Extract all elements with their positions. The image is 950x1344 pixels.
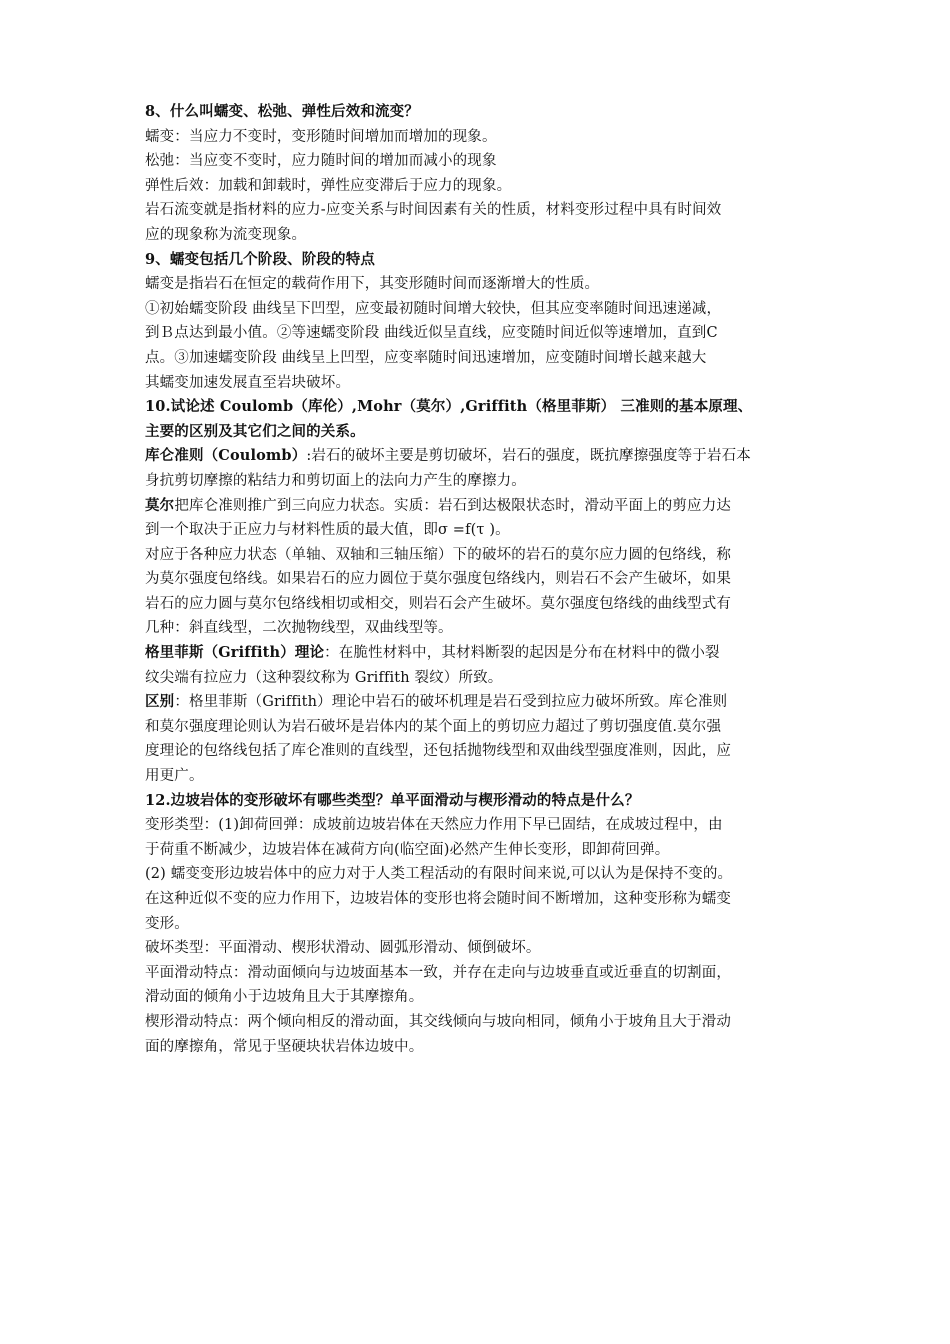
text-line: [145, 666, 815, 691]
line-text: :岩石的破坏主要是剪切破坏，岩石的强度，既抗摩擦强度等于岩石本: [306, 448, 751, 465]
line-text: 滑动面的倾角小于边坡角且大于其摩擦角。: [145, 989, 424, 1006]
line-text: 和莫尔强度理论则认为岩石破坏是岩体内的某个面上的剪切应力超过了剪切强度值.莫尔强: [145, 718, 722, 735]
text-line: [145, 764, 815, 789]
bold-term: 格里菲斯（Griffith）理论: [145, 644, 325, 662]
line-text: 几种：斜直线型，二次抛物线型，双曲线型等。: [145, 620, 453, 637]
text-line: [145, 936, 815, 961]
bold-term: 区别: [145, 693, 175, 711]
line-text: 到一个取决于正应力与材料性质的最大值，即σ =f(τ )。: [145, 522, 510, 539]
section-heading: [145, 248, 815, 273]
text-line: [145, 838, 815, 863]
line-text: 在这种近似不变的应力作用下，边坡岩体的变形也将会随时间不断增加，这种变形称为蠕变: [145, 891, 731, 907]
line-text: 点。③加速蠕变阶段 曲线呈上凹型，应变率随时间迅速增加，应变随时间增长越来越大: [145, 349, 707, 366]
line-text: ：在脆性材料中，其材料断裂的起因是分布在材料中的微小裂: [324, 645, 720, 662]
line-text: 到Ｂ点达到最小值。②等速蠕变阶段 曲线近似呈直线，应变随时间近似等速增加，直到C: [145, 325, 718, 342]
section-heading: [145, 789, 815, 814]
line-text: 用更广。: [145, 768, 204, 785]
line-text: 12.边坡岩体的变形破坏有哪些类型？单平面滑动与楔形滑动的特点是什么？: [145, 791, 640, 809]
document-body: [145, 100, 815, 1059]
line-text: 9、蠕变包括几个阶段、阶段的特点: [145, 250, 375, 268]
line-text: 为莫尔强度包络线。如果岩石的应力圆位于莫尔强度包络线内，则岩石不会产生破坏，如果: [145, 571, 731, 588]
line-text: 破坏类型：平面滑动、楔形状滑动、圆弧形滑动、倾倒破坏。: [145, 940, 541, 957]
line-text: 把库仑准则推广到三向应力状态。实质：岩石到达极限状态时，滑动平面上的剪应力达: [174, 497, 732, 514]
line-text: 平面滑动特点：滑动面倾向与边坡面基本一致，并存在走向与边坡垂直或近垂直的切割面，: [145, 964, 731, 981]
text-line: [145, 371, 815, 396]
line-text: 变形。: [145, 915, 189, 932]
text-line: [145, 616, 815, 641]
text-line: [145, 641, 815, 666]
text-line: [145, 149, 815, 174]
line-text: 8、什么叫蠕变、松弛、弹性后效和流变？: [145, 103, 419, 120]
text-line: [145, 174, 815, 199]
text-line: [145, 567, 815, 592]
line-text: 主要的区别及其它们之间的关系。: [145, 422, 365, 440]
text-line: [145, 912, 815, 937]
line-text: 松弛：当应变不变时，应力随时间的增加而减小的现象: [145, 153, 497, 170]
section-heading: [145, 100, 815, 125]
text-line: [145, 543, 815, 568]
text-line: [145, 198, 815, 223]
text-line: [145, 321, 815, 346]
text-line: [145, 813, 815, 838]
line-text: 蠕变：当应力不变时，变形随时间增加而增加的现象。: [145, 128, 497, 145]
line-text: 应的现象称为流变现象。: [145, 226, 307, 243]
line-text: 其蠕变加速发展直至岩块破坏。: [145, 374, 351, 391]
text-line: [145, 1035, 815, 1060]
line-text: 度理论的包络线包括了库仑准则的直线型，还包括抛物线型和双曲线型强度准则，因此，应: [145, 743, 731, 760]
line-text: 岩石流变就是指材料的应力-应变关系与时间因素有关的性质，材料变形过程中具有时间效: [145, 202, 722, 219]
text-line: [145, 887, 815, 912]
line-text: (2) 蠕变变形边坡岩体中的应力对于人类工程活动的有限时间来说,可以认为是保持不变的。: [145, 866, 733, 883]
text-line: [145, 297, 815, 322]
line-text: 10.试论述 Coulomb（库伦）,Mohr（莫尔）,Griffith（格里菲斯） 三准则的基本原理、: [145, 398, 753, 416]
text-line: [145, 985, 815, 1010]
text-line: [145, 494, 815, 519]
text-line: [145, 444, 815, 469]
line-text: 纹尖端有拉应力（这种裂纹称为 Griffith 裂纹）所致。: [145, 669, 503, 686]
text-line: [145, 862, 815, 887]
text-line: [145, 125, 815, 150]
line-text: 岩石的应力圆与莫尔包络线相切或相交，则岩石会产生破坏。莫尔强度包络线的曲线型式有: [145, 595, 731, 612]
line-text: 面的摩擦角，常见于坚硬块状岩体边坡中。: [145, 1038, 424, 1055]
text-line: [145, 690, 815, 715]
section-heading: [145, 420, 815, 445]
text-line: [145, 715, 815, 740]
bold-term: 库仑准则（Coulomb）: [145, 447, 307, 465]
text-line: [145, 1010, 815, 1035]
text-line: [145, 223, 815, 248]
bold-term: 莫尔: [145, 496, 175, 514]
line-text: 变形类型：(1)卸荷回弹：成坡前边坡岩体在天然应力作用下早已固结，在成坡过程中，由: [145, 817, 723, 834]
text-line: [145, 592, 815, 617]
line-text: 蠕变是指岩石在恒定的载荷作用下，其变形随时间而逐渐增大的性质。: [145, 276, 600, 293]
line-text: 楔形滑动特点：两个倾向相反的滑动面，其交线倾向与坡向相同，倾角小于坡角且大于滑动: [145, 1013, 731, 1030]
line-text: 身抗剪切摩擦的粘结力和剪切面上的法向力产生的摩擦力。: [145, 472, 526, 489]
text-line: [145, 469, 815, 494]
section-heading: [145, 395, 815, 420]
line-text: 于荷重不断减少，边坡岩体在减荷方向(临空面)必然产生伸长变形，即卸荷回弹。: [145, 841, 670, 858]
line-text: ①初始蠕变阶段 曲线呈下凹型，应变最初随时间增大较快，但其应变率随时间迅速递减，: [145, 300, 722, 317]
text-line: [145, 272, 815, 297]
line-text: 对应于各种应力状态（单轴、双轴和三轴压缩）下的破坏的岩石的莫尔应力圆的包络线，称: [145, 546, 731, 563]
text-line: [145, 961, 815, 986]
text-line: [145, 518, 815, 543]
text-line: [145, 346, 815, 371]
line-text: ：格里菲斯（Griffith）理论中岩石的破坏机理是岩石受到拉应力破坏所致。库仑准则: [174, 694, 728, 711]
line-text: 弹性后效：加载和卸载时，弹性应变滞后于应力的现象。: [145, 177, 512, 194]
text-line: [145, 739, 815, 764]
